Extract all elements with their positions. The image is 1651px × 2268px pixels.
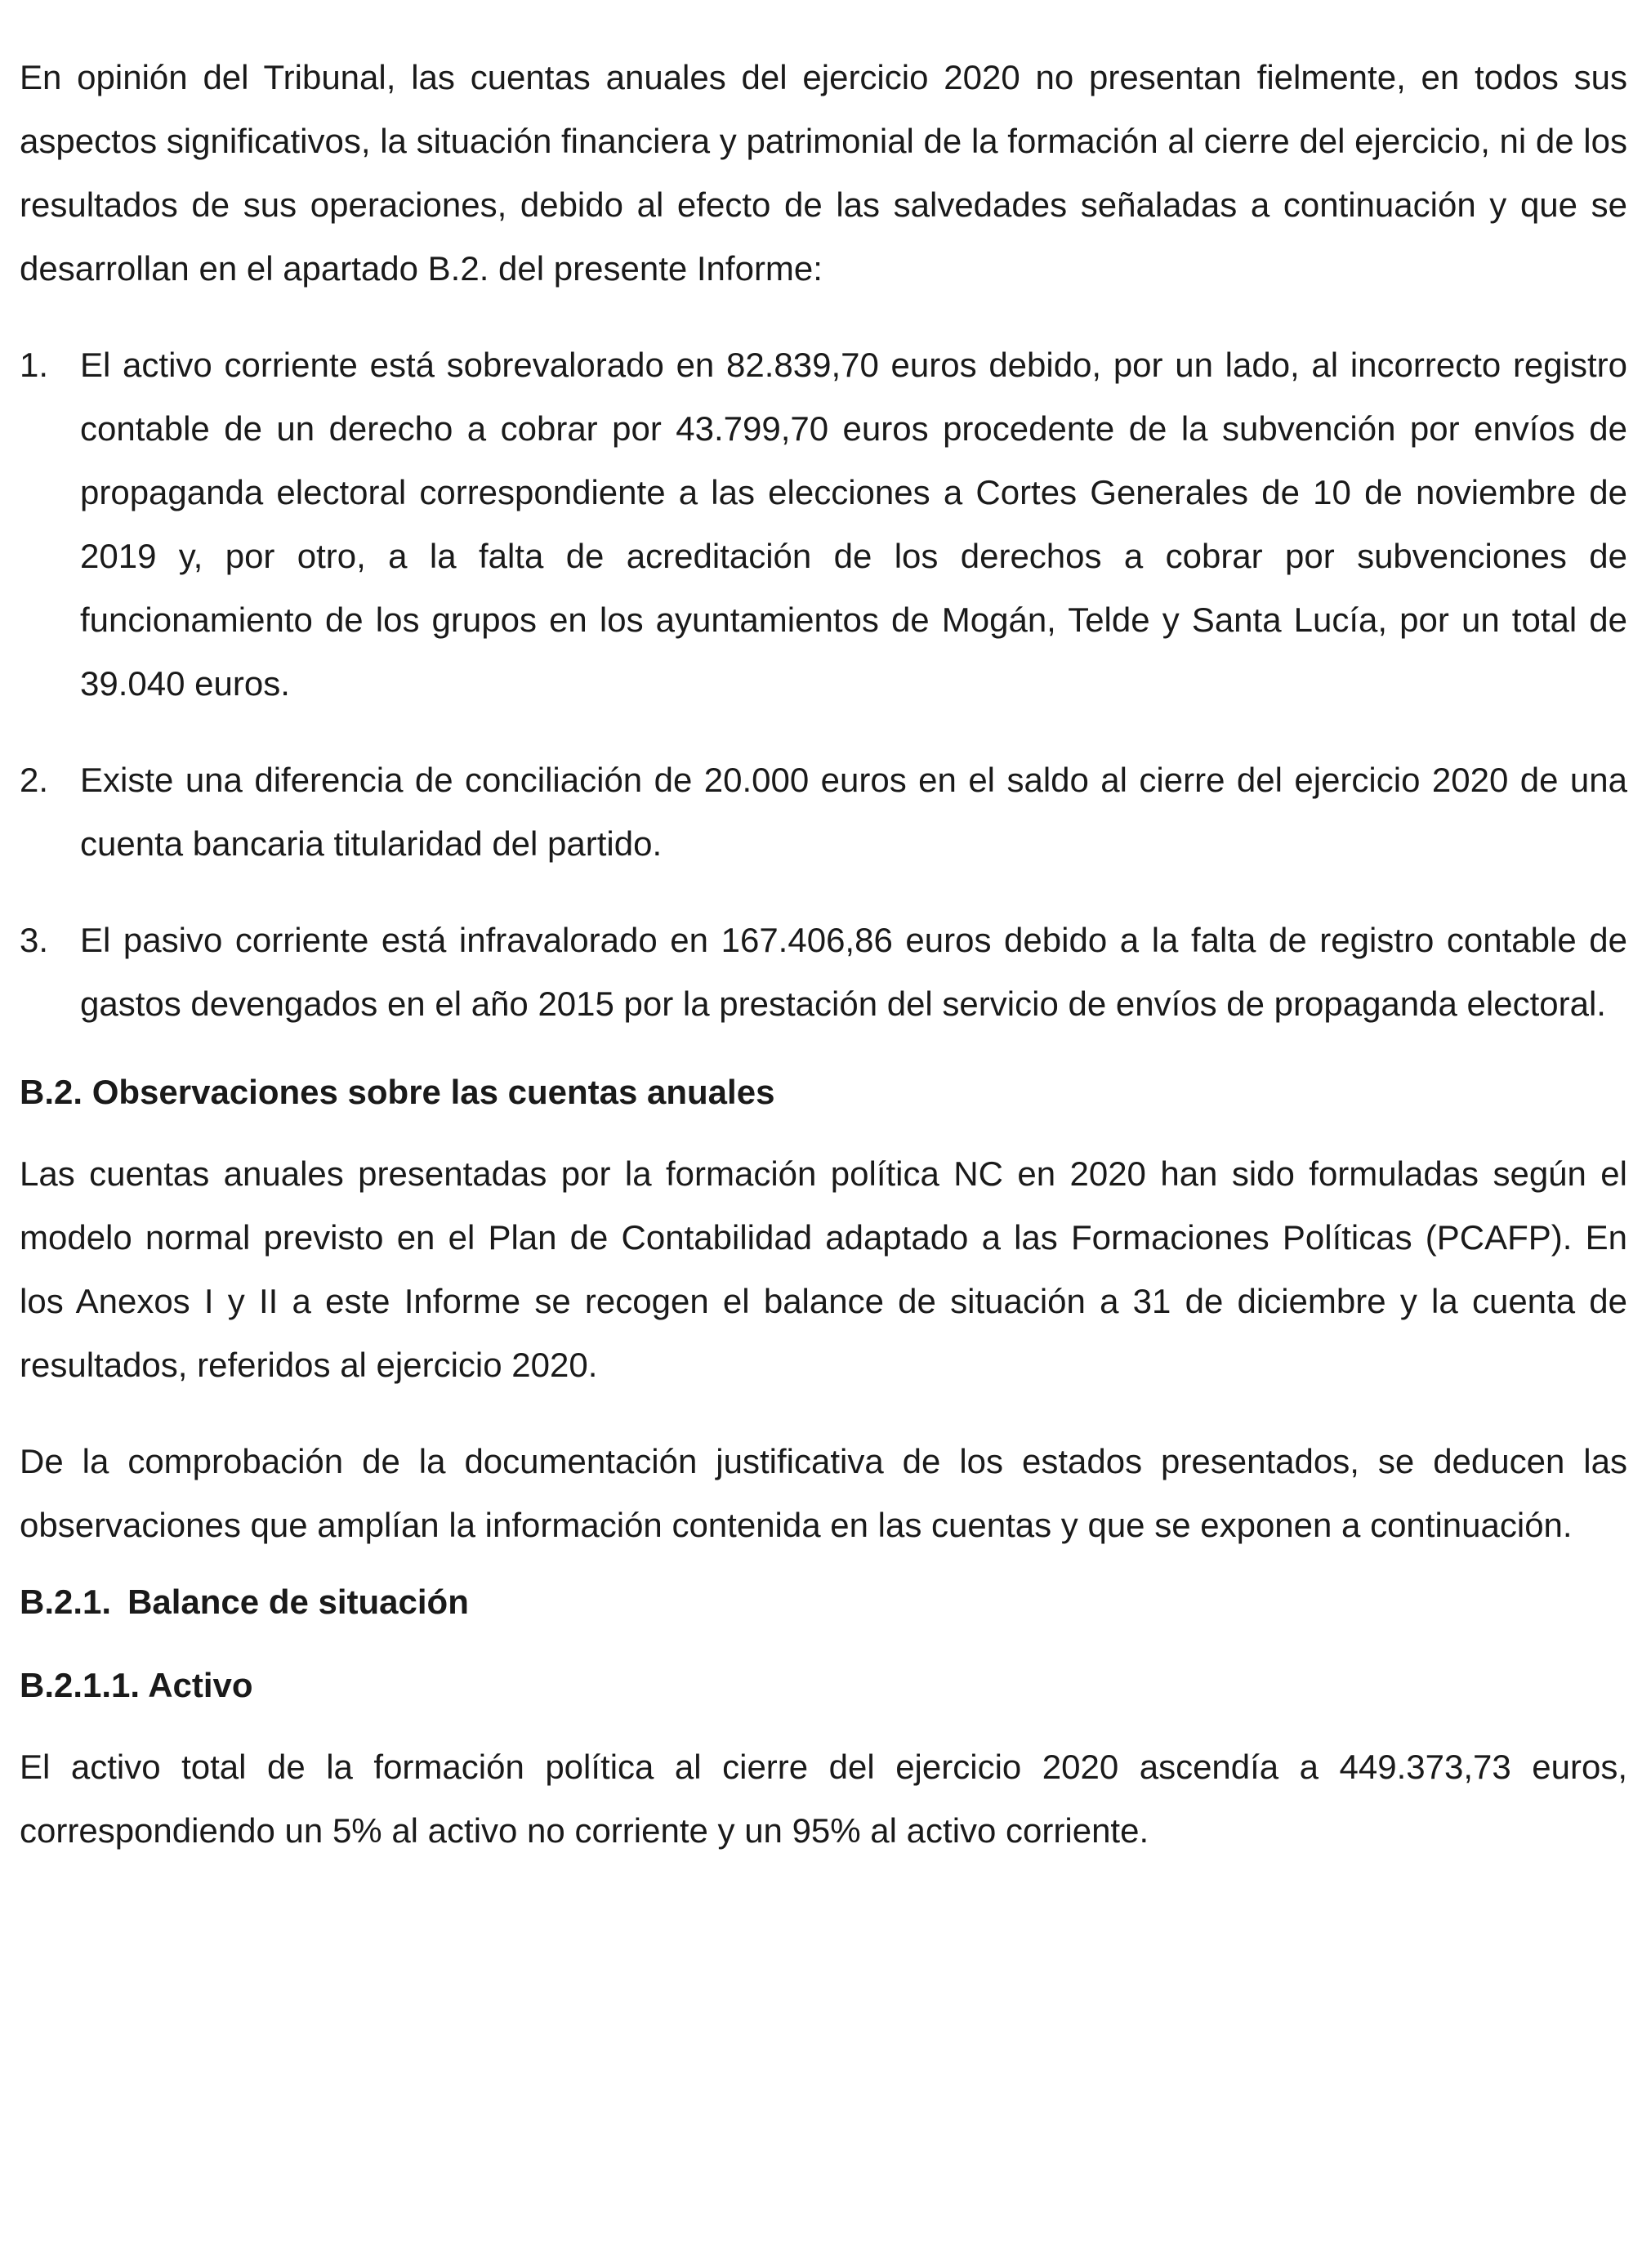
list-item-number: 3. <box>20 921 49 959</box>
b2-paragraph-1: Las cuentas anuales presentadas por la formación política NC en 2020 han sido formuladas según el modelo normal previsto en el Plan de Contabilidad adaptado a las Formaciones Políticas (PCAFP). En los Anexos I y II a este Informe se recogen el balance de situación a 31 de diciembre y la cuenta de resultados, referidos al ejercicio 2020. <box>20 1154 1627 1384</box>
list-item-number: 1. <box>20 346 49 384</box>
list-item-text: Existe una diferencia de conciliación de 20.000 euros en el saldo al cierre del ejercicio 2020 de una cuenta bancaria titularidad del partido. <box>80 761 1627 863</box>
section-heading-b21-number: B.2.1. <box>20 1583 112 1621</box>
list-item <box>20 748 1627 876</box>
section-heading-b21 <box>20 1570 1627 1634</box>
document-page <box>20 46 1627 1863</box>
list-item-number: 2. <box>20 761 49 799</box>
list-item-text: El pasivo corriente está infravalorado en 167.406,86 euros debido a la falta de registro contable de gastos devengados en el año 2015 por la prestación del servicio de envíos de propaganda electoral. <box>80 921 1627 1023</box>
section-heading-b2: B.2. Observaciones sobre las cuentas anuales <box>20 1073 775 1111</box>
section-heading-b21-title: Balance de situación <box>127 1583 469 1621</box>
list-item-text: El activo corriente está sobrevalorado en 82.839,70 euros debido, por un lado, al incorrecto registro contable de un derecho a cobrar por 43.799,70 euros procedente de la subvención por envíos de propaganda electoral correspondiente a las elecciones a Cortes Generales de 10 de noviembre de 2019 y, por otro, a la falta de acreditación de los derechos a cobrar por subvenciones de funcionamiento de los grupos en los ayuntamientos de Mogán, Telde y Santa Lucía, por un total de 39.040 euros. <box>80 346 1627 703</box>
salvedades-list <box>20 333 1627 1036</box>
section-heading-b211: B.2.1.1. Activo <box>20 1666 253 1704</box>
list-item <box>20 909 1627 1036</box>
list-item <box>20 333 1627 716</box>
b211-paragraph: El activo total de la formación política al cierre del ejercicio 2020 ascendía a 449.373,73 euros, correspondiendo un 5% al activo no corriente y un 95% al activo corriente. <box>20 1748 1627 1850</box>
intro-paragraph: En opinión del Tribunal, las cuentas anuales del ejercicio 2020 no presentan fielmente, en todos sus aspectos significativos, la situación financiera y patrimonial de la formación al cierre del ejercicio, ni de los resultados de sus operaciones, debido al efecto de las salvedades señaladas a continuación y que se desarrollan en el apartado B.2. del presente Informe: <box>20 58 1627 288</box>
b2-paragraph-2: De la comprobación de la documentación justificativa de los estados presentados, se deducen las observaciones que amplían la información contenida en las cuentas y que se exponen a continuación. <box>20 1442 1627 1544</box>
